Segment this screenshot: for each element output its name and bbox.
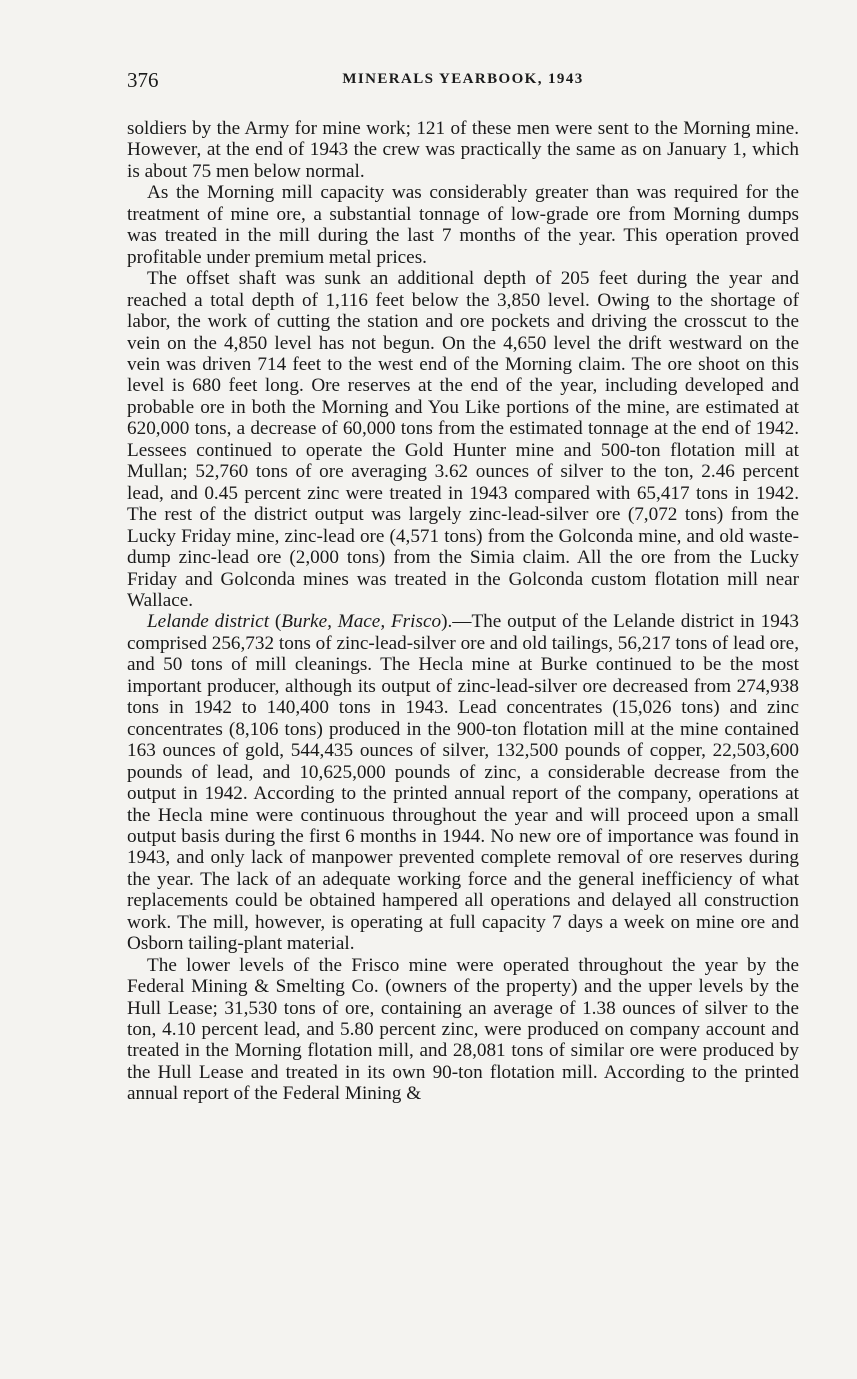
paragraph-2: As the Morning mill capacity was considerably greater than was required for the treatment of mine ore, a substantial tonnage of low-grade ore from Morning dumps was treated in the mill during the last 7 months of the year. This operation proved profitable under premium metal prices. bbox=[127, 182, 799, 268]
paragraph-4 bbox=[127, 611, 799, 954]
paragraph-5: The lower levels of the Frisco mine were operated throughout the year by the Federal Mining & Smelting Co. (owners of the property) and the upper levels by the Hull Lease; 31,530 tons of ore, containing an average of 1.38 ounces of silver to the ton, 4.10 percent lead, and 5.80 percent zinc, were produced on company account and treated in the Morning flotation mill, and 28,081 tons of similar ore were produced by the Hull Lease and treated in its own 90-ton flotation mill. According to the printed annual report of the Federal Mining & bbox=[127, 954, 799, 1105]
body-text bbox=[127, 118, 799, 1105]
running-title: MINERALS YEARBOOK, 1943 bbox=[342, 71, 584, 87]
paragraph-3: The offset shaft was sunk an additional depth of 205 feet during the year and reached a total depth of 1,116 feet below the 3,850 level. Owing to the shortage of labor, the work of cutting the station and ore pockets and driving the crosscut to the vein on the 4,850 level has not begun. On the 4,650 level the drift westward on the vein was driven 714 feet to the west end of the Morning claim. The ore shoot on this level is 680 feet long. Ore reserves at the end of the year, including developed and probable ore in both the Morning and You Like portions of the mine, are estimated at 620,000 tons, a decrease of 60,000 tons from the estimated tonnage at the end of 1942. Lessees continued to operate the Gold Hunter mine and 500-ton flotation mill at Mullan; 52,760 tons of ore averaging 3.62 ounces of silver to the ton, 2.46 percent lead, and 0.45 percent zinc were treated in 1943 compared with 65,417 tons in 1942. The rest of the district output was largely zinc-lead-silver ore (7,072 tons) from the Lucky Friday mine, zinc-lead ore (4,571 tons) from the Golconda mine, and old waste-dump zinc-lead ore (2,000 tons) from the Simia claim. All the ore from the Lucky Friday and Golconda mines was treated in the Golconda custom flotation mill near Wallace. bbox=[127, 268, 799, 611]
paragraph-4-text: The output of the Lelande district in 1943 comprised 256,732 tons of zinc-lead-silver ore and old tailings, 56,217 tons of lead ore, and 50 tons of mill cleanings. The Hecla mine at Burke continued to be the most important producer, although its output of zinc-lead-silver ore decreased from 274,938 tons in 1942 to 140,400 tons in 1943. Lead concentrates (15,026 tons) and zinc concentrates (8,106 tons) produced in the 900-ton flotation mill at the mine contained 163 ounces of gold, 544,435 ounces of silver, 132,500 pounds of copper, 22,503,600 pounds of lead, and 10,625,000 pounds of zinc, a considerable decrease from the output in 1942. According to the printed annual report of the company, operations at the Hecla mine were continuous throughout the year and will proceed upon a small output basis during the first 6 months in 1944. No new ore of importance was found in 1943, and only lack of manpower prevented complete removal of ore reserves during the year. The lack of an adequate working force and the general inefficiency of what replacements could be obtained hampered all operations and delayed all construction work. The mill, however, is operating at full capacity 7 days a week on mine ore and Osborn tailing-plant material. bbox=[127, 611, 799, 955]
paren-open: ( bbox=[269, 611, 282, 633]
page-number: 376 bbox=[127, 68, 159, 92]
district-towns: Burke, Mace, Frisco bbox=[281, 611, 442, 633]
paragraph-1: soldiers by the Army for mine work; 121 of these men were sent to the Morning mine. However, at the end of 1943 the crew was practically the same as on January 1, which is about 75 men below normal. bbox=[127, 118, 799, 182]
district-name: Lelande district bbox=[147, 611, 270, 633]
page-header bbox=[127, 68, 799, 98]
paren-close-dash: ).— bbox=[441, 611, 472, 633]
